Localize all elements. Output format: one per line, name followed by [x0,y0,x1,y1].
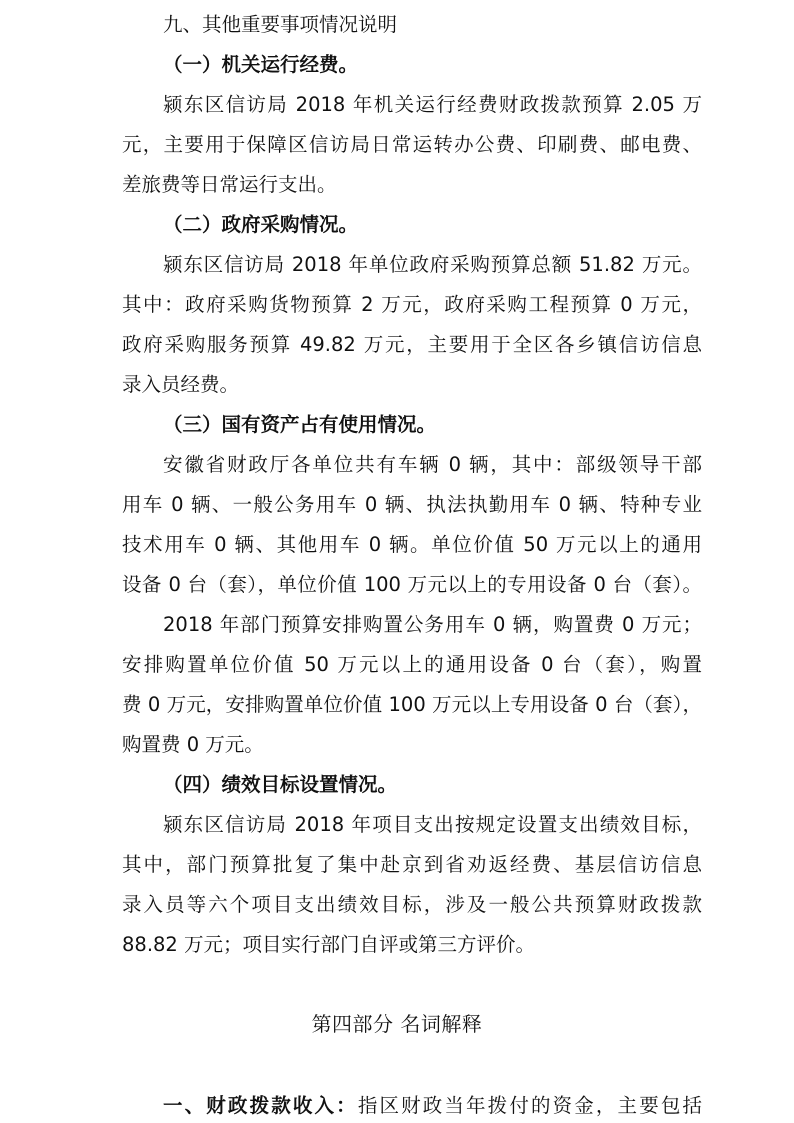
glossary-item-text: 指区财政当年拨付的资金，主要包括 [357,1094,702,1117]
paragraph-line: 购置费 0 万元。 [122,733,264,756]
paragraph-line: 颍东区信访局 2018 年项目支出按规定设置支出绩效目标， [163,813,702,836]
paragraph-line: 安排购置单位价值 50 万元以上的通用设备 0 台（套），购置 [122,653,702,676]
part-four-title: 第四部分 名词解释 [311,1012,483,1036]
subsection-3-heading: （三）国有资产占有使用情况。 [163,413,437,436]
paragraph-line: 政府采购服务预算 49.82 万元，主要用于全区各乡镇信访信息 [122,333,702,356]
paragraph-line: 其中，部门预算批复了集中赴京到省劝返经费、基层信访信息 [122,853,702,876]
paragraph-line: 88.82 万元；项目实行部门自评或第三方评价。 [122,933,536,956]
paragraph-line: 录入员等六个项目支出绩效目标，涉及一般公共预算财政拨款 [122,893,702,916]
subsection-2-heading: （二）政府采购情况。 [163,213,359,236]
paragraph-line: 2018 年部门预算安排购置公务用车 0 辆，购置费 0 万元； [163,613,702,636]
paragraph-line: 安徽省财政厅各单位共有车辆 0 辆，其中：部级领导干部 [163,453,702,476]
paragraph-line: 技术用车 0 辆、其他用车 0 辆。单位价值 50 万元以上的通用 [122,533,702,556]
paragraph-line: 元，主要用于保障区信访局日常运转办公费、印刷费、邮电费、 [122,133,702,156]
glossary-item-label: 一、财政拨款收入： [163,1094,358,1117]
subsection-1-heading: （一）机关运行经费。 [163,53,359,76]
paragraph-line: 录入员经费。 [122,373,240,396]
paragraph-line: 颍东区信访局 2018 年单位政府采购预算总额 51.82 万元。 [163,253,702,276]
paragraph-line: 用车 0 辆、一般公务用车 0 辆、执法执勤用车 0 辆、特种专业 [122,493,702,516]
subsection-4-heading: （四）绩效目标设置情况。 [163,773,398,796]
paragraph-line: 差旅费等日常运行支出。 [122,173,337,196]
paragraph-line: 费 0 万元，安排购置单位价值 100 万元以上专用设备 0 台（套）， [122,693,702,716]
paragraph-line: 设备 0 台（套），单位价值 100 万元以上的专用设备 0 台（套）。 [122,573,702,596]
glossary-first-item [163,1093,702,1119]
section-nine-title: 九、其他重要事项情况说明 [163,13,398,36]
paragraph-line: 颍东区信访局 2018 年机关运行经费财政拨款预算 2.05 万 [163,93,702,116]
paragraph-line: 其中：政府采购货物预算 2 万元，政府采购工程预算 0 万元， [122,293,702,316]
